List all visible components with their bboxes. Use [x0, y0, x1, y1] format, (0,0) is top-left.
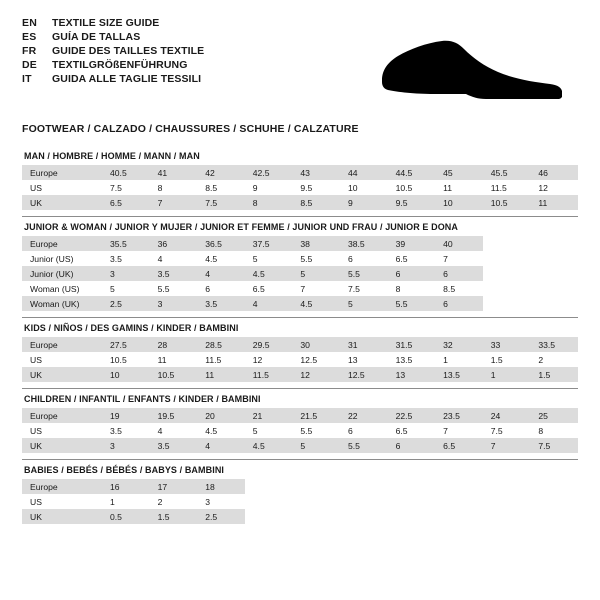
divider — [22, 317, 578, 318]
cell: 7.5 — [347, 283, 360, 294]
cell: 3 — [102, 266, 150, 281]
cell: 8 — [538, 425, 544, 436]
cell: 25 — [530, 408, 578, 423]
cell — [340, 479, 388, 494]
size-block-kids — [22, 323, 578, 382]
table-row — [22, 479, 578, 494]
size-block-babies — [22, 465, 578, 524]
cell: 38 — [292, 236, 340, 251]
cell: 5 — [252, 253, 258, 264]
cell: 45 — [435, 165, 483, 180]
table-row — [22, 352, 578, 367]
cell: 18 — [197, 479, 245, 494]
row-label: Woman (UK) — [22, 296, 102, 311]
cell — [435, 509, 483, 524]
document-header — [22, 18, 578, 109]
cell: 42.5 — [245, 165, 293, 180]
cell: 28.5 — [197, 337, 245, 352]
size-table-body — [22, 479, 578, 524]
language-label: GUÍA DE TALLAS — [52, 30, 141, 43]
cell — [483, 479, 531, 494]
cell: 3.5 — [150, 438, 198, 453]
cell: 12 — [252, 354, 263, 365]
cell: 6.5 — [395, 425, 408, 436]
cell: 37.5 — [245, 236, 293, 251]
cell: 8.5 — [205, 182, 218, 193]
cell: 13 — [347, 354, 358, 365]
cell: 27.5 — [102, 337, 150, 352]
row-label: Europe — [22, 408, 102, 423]
cell: 6 — [435, 296, 483, 311]
cell — [388, 494, 436, 509]
cell: 45.5 — [483, 165, 531, 180]
cell: 5 — [340, 296, 388, 311]
cell: 4 — [157, 425, 163, 436]
cell: 9 — [340, 195, 388, 210]
cell — [483, 296, 531, 311]
size-table — [22, 479, 578, 524]
cell: 36 — [150, 236, 198, 251]
cell: 11.5 — [205, 354, 222, 365]
cell: 5.5 — [340, 266, 388, 281]
cell: 35.5 — [102, 236, 150, 251]
language-label: GUIDE DES TAILLES TEXTILE — [52, 44, 205, 57]
cell: 5 — [252, 425, 258, 436]
cell: 2.5 — [197, 509, 245, 524]
cell: 30 — [292, 337, 340, 352]
spacer — [22, 135, 578, 151]
language-row — [22, 32, 204, 46]
cell: 12.5 — [340, 367, 388, 382]
row-label: Woman (US) — [30, 283, 80, 294]
row-label: Europe — [22, 337, 102, 352]
cell: 4.5 — [245, 266, 293, 281]
cell: 9 — [252, 182, 258, 193]
language-row — [22, 18, 204, 32]
cell: 4.5 — [205, 425, 218, 436]
row-label: UK — [22, 438, 102, 453]
row-label: US — [30, 354, 42, 365]
cell: 31.5 — [388, 337, 436, 352]
size-table — [22, 236, 578, 311]
cell — [340, 494, 388, 509]
cell: 3.5 — [110, 425, 122, 436]
cell: 10.5 — [110, 354, 127, 365]
cell: 8 — [245, 195, 293, 210]
cell: 3 — [150, 296, 198, 311]
cell: 16 — [102, 479, 150, 494]
cell: 11 — [157, 354, 167, 365]
cell — [340, 509, 388, 524]
cell: 4 — [197, 266, 245, 281]
row-label: Junior (US) — [30, 253, 74, 264]
cell: 1 — [110, 496, 115, 507]
block-title: KIDS / NIÑOS / DES GAMINS / KINDER / BAMBINI — [24, 323, 239, 333]
cell: 22.5 — [388, 408, 436, 423]
language-title-body — [22, 18, 204, 87]
table-row — [22, 494, 578, 509]
cell: 17 — [150, 479, 198, 494]
cell: 6.5 — [102, 195, 150, 210]
cell: 6 — [205, 283, 210, 294]
size-table — [22, 337, 578, 382]
cell — [530, 251, 578, 266]
cell: 5.5 — [157, 283, 170, 294]
table-row — [22, 296, 578, 311]
divider — [22, 459, 578, 460]
cell: 13.5 — [395, 354, 413, 365]
cell: 7 — [150, 195, 198, 210]
cell: 21 — [245, 408, 293, 423]
cell: 1.5 — [150, 509, 198, 524]
table-row — [22, 236, 578, 251]
cell: 7 — [443, 253, 448, 264]
cell — [530, 296, 578, 311]
cell: 11.5 — [490, 182, 507, 193]
cell: 42 — [197, 165, 245, 180]
cell: 12 — [538, 182, 548, 193]
table-row — [22, 180, 578, 195]
table-row — [22, 423, 578, 438]
cell — [245, 494, 293, 509]
cell: 4.5 — [245, 438, 293, 453]
cell — [483, 509, 531, 524]
table-row — [22, 281, 578, 296]
cell: 22 — [340, 408, 388, 423]
block-title: BABIES / BEBÉS / BÉBÉS / BABYS / BAMBINI — [24, 465, 225, 475]
page-title: FOOTWEAR / CALZADO / CHAUSSURES / SCHUHE / CALZATURE — [22, 123, 359, 135]
table-row — [22, 266, 578, 281]
cell — [530, 509, 578, 524]
dress-shoe-icon — [374, 34, 564, 109]
cell: 11.5 — [245, 367, 293, 382]
cell: 3 — [102, 438, 150, 453]
cell: 19.5 — [150, 408, 198, 423]
cell: 1 — [443, 354, 448, 365]
cell: 6 — [347, 253, 353, 264]
cell — [292, 509, 340, 524]
cell: 11 — [530, 195, 578, 210]
cell: 5.5 — [340, 438, 388, 453]
cell — [483, 266, 531, 281]
cell: 8 — [157, 182, 163, 193]
cell — [435, 479, 483, 494]
divider — [22, 388, 578, 389]
cell — [388, 479, 436, 494]
cell: 6 — [388, 266, 436, 281]
cell: 1.5 — [530, 367, 578, 382]
cell: 28 — [150, 337, 198, 352]
cell: 36.5 — [197, 236, 245, 251]
cell: 2 — [538, 354, 544, 365]
cell: 44.5 — [388, 165, 436, 180]
cell — [483, 236, 531, 251]
cell: 5 — [292, 266, 340, 281]
cell: 12 — [292, 367, 340, 382]
cell — [292, 494, 340, 509]
cell: 44 — [340, 165, 388, 180]
cell: 10 — [435, 195, 483, 210]
cell — [530, 494, 578, 509]
cell: 6 — [347, 425, 353, 436]
size-table-body — [22, 408, 578, 453]
cell: 0.5 — [102, 509, 150, 524]
cell: 10.5 — [150, 367, 198, 382]
row-label: UK — [22, 367, 102, 382]
language-code: EN — [22, 17, 37, 29]
row-label: Junior (UK) — [22, 266, 102, 281]
cell: 8.5 — [292, 195, 340, 210]
language-code: DE — [22, 58, 37, 71]
cell — [530, 479, 578, 494]
cell — [245, 509, 293, 524]
cell: 4 — [157, 253, 163, 264]
cell: 8.5 — [443, 283, 456, 294]
cell: 5.5 — [300, 425, 313, 436]
language-code: FR — [22, 44, 37, 57]
cell: 33.5 — [530, 337, 578, 352]
cell: 24 — [483, 408, 531, 423]
cell: 38.5 — [340, 236, 388, 251]
cell: 21.5 — [292, 408, 340, 423]
size-block-children — [22, 394, 578, 453]
cell: 33 — [483, 337, 531, 352]
cell: 7 — [483, 438, 531, 453]
cell: 43 — [292, 165, 340, 180]
cell: 40 — [435, 236, 483, 251]
cell — [530, 266, 578, 281]
cell: 31 — [340, 337, 388, 352]
cell: 1.5 — [490, 354, 503, 365]
cell — [483, 281, 531, 296]
language-title-list — [22, 18, 204, 87]
cell: 3.5 — [197, 296, 245, 311]
cell: 20 — [197, 408, 245, 423]
size-table-body — [22, 337, 578, 382]
cell: 4 — [197, 438, 245, 453]
language-row — [22, 74, 204, 88]
language-row — [22, 46, 204, 60]
cell: 6.5 — [435, 438, 483, 453]
cell: 12.5 — [300, 354, 318, 365]
cell: 9.5 — [300, 182, 313, 193]
cell — [530, 236, 578, 251]
row-label: US — [30, 496, 42, 507]
cell: 3.5 — [150, 266, 198, 281]
cell: 4.5 — [292, 296, 340, 311]
table-row — [22, 165, 578, 180]
row-label: UK — [22, 509, 102, 524]
cell — [245, 479, 293, 494]
cell: 7.5 — [530, 438, 578, 453]
size-table-body — [22, 165, 578, 210]
cell: 13.5 — [435, 367, 483, 382]
language-row — [22, 60, 204, 74]
cell: 6 — [388, 438, 436, 453]
cell: 8 — [395, 283, 401, 294]
size-block-junior-woman — [22, 222, 578, 311]
cell: 7 — [300, 283, 306, 294]
cell: 23.5 — [435, 408, 483, 423]
cell: 11 — [443, 182, 453, 193]
cell: 3 — [205, 496, 210, 507]
cell: 6 — [435, 266, 483, 281]
language-label: GUIDA ALLE TAGLIE TESSILI — [52, 72, 202, 85]
divider — [22, 216, 578, 217]
cell: 7.5 — [110, 182, 122, 193]
cell — [483, 494, 531, 509]
table-row — [22, 408, 578, 423]
cell: 10.5 — [483, 195, 531, 210]
cell: 6.5 — [252, 283, 265, 294]
cell: 2 — [157, 496, 163, 507]
cell — [292, 479, 340, 494]
language-code: ES — [22, 30, 37, 43]
block-title: CHILDREN / INFANTIL / ENFANTS / KINDER / BAMBINI — [24, 394, 261, 404]
cell: 39 — [388, 236, 436, 251]
cell — [435, 494, 483, 509]
cell: 41 — [150, 165, 198, 180]
cell — [483, 251, 531, 266]
table-row — [22, 195, 578, 210]
block-title: JUNIOR & WOMAN / JUNIOR Y MUJER / JUNIOR ET FEMME / JUNIOR UND FRAU / JUNIOR E DONA — [24, 222, 459, 232]
cell: 10 — [102, 367, 150, 382]
cell: 46 — [530, 165, 578, 180]
cell: 4.5 — [205, 253, 218, 264]
cell: 4 — [245, 296, 293, 311]
cell: 3.5 — [110, 253, 122, 264]
block-title: MAN / HOMBRE / HOMME / MANN / MAN — [24, 151, 200, 161]
cell: 5.5 — [300, 253, 313, 264]
row-label: US — [30, 425, 42, 436]
cell: 7 — [443, 425, 448, 436]
size-table — [22, 408, 578, 453]
row-label: Europe — [22, 236, 102, 251]
language-label: TEXTILGRÖßENFÜHRUNG — [52, 58, 188, 71]
cell: 40.5 — [102, 165, 150, 180]
cell: 6.5 — [395, 253, 408, 264]
cell: 7.5 — [197, 195, 245, 210]
table-row — [22, 367, 578, 382]
cell: 5 — [292, 438, 340, 453]
size-block-man — [22, 135, 578, 210]
size-table — [22, 165, 578, 210]
table-row — [22, 251, 578, 266]
table-row — [22, 438, 578, 453]
row-label: Europe — [22, 165, 102, 180]
cell: 5.5 — [388, 296, 436, 311]
cell: 13 — [388, 367, 436, 382]
table-row — [22, 337, 578, 352]
cell: 9.5 — [388, 195, 436, 210]
cell: 1 — [483, 367, 531, 382]
language-label: TEXTILE SIZE GUIDE — [52, 17, 160, 29]
cell: 7.5 — [490, 425, 503, 436]
table-row — [22, 509, 578, 524]
language-code: IT — [22, 72, 32, 85]
row-label: US — [30, 182, 42, 193]
cell: 11 — [197, 367, 245, 382]
row-label: UK — [22, 195, 102, 210]
cell: 10 — [347, 182, 358, 193]
cell — [530, 281, 578, 296]
size-table-body — [22, 236, 578, 311]
cell: 5 — [110, 283, 115, 294]
cell: 29.5 — [245, 337, 293, 352]
row-label: Europe — [22, 479, 102, 494]
cell — [388, 509, 436, 524]
cell: 10.5 — [395, 182, 413, 193]
cell: 32 — [435, 337, 483, 352]
cell: 2.5 — [102, 296, 150, 311]
cell: 19 — [102, 408, 150, 423]
